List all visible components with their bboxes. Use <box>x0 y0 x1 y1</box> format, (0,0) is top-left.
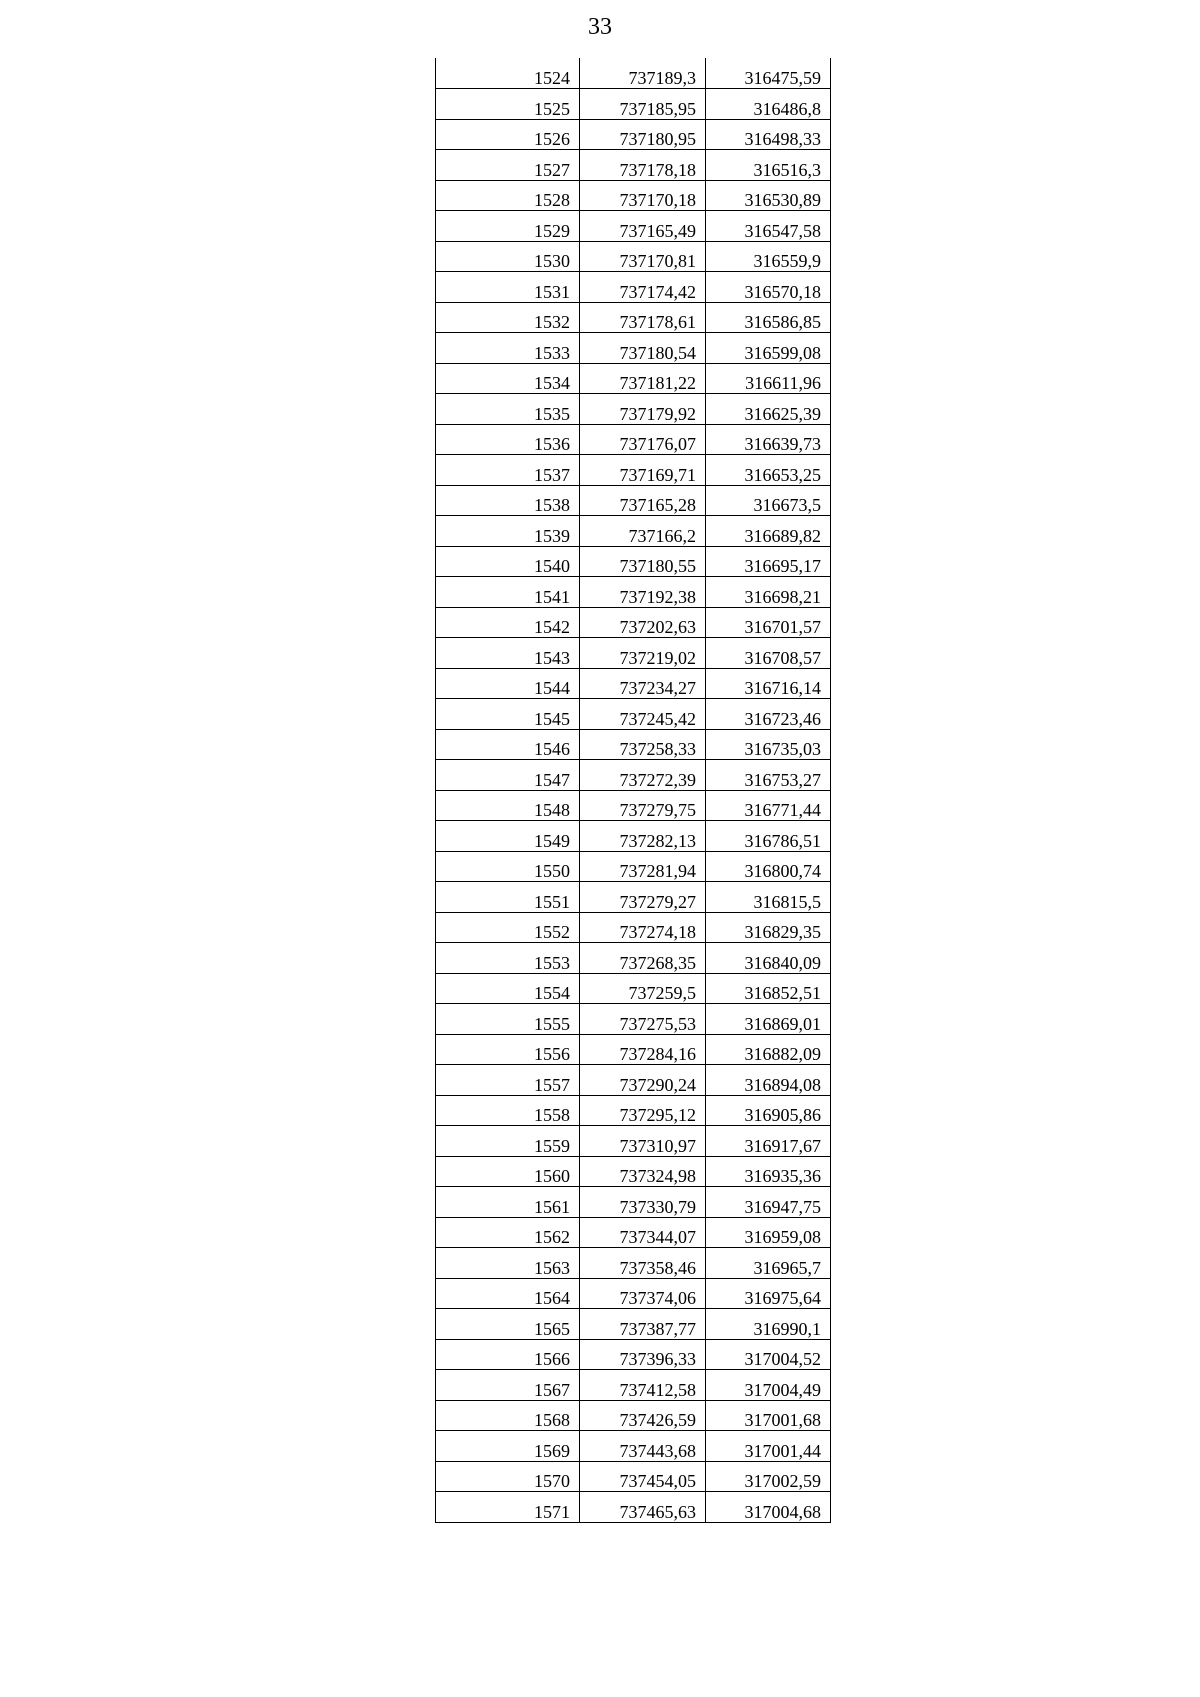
x-coordinate-cell: 737189,3 <box>580 58 706 89</box>
y-coordinate-cell: 316586,85 <box>706 302 831 333</box>
x-coordinate-cell: 737282,13 <box>580 821 706 852</box>
y-coordinate-cell: 316786,51 <box>706 821 831 852</box>
y-coordinate-cell: 316771,44 <box>706 790 831 821</box>
table-row <box>436 150 831 181</box>
x-coordinate-cell: 737178,18 <box>580 150 706 181</box>
point-number-cell: 1563 <box>436 1248 580 1279</box>
point-number-cell: 1560 <box>436 1156 580 1187</box>
point-number-cell: 1551 <box>436 882 580 913</box>
y-coordinate-cell: 317001,68 <box>706 1400 831 1431</box>
x-coordinate-cell: 737272,39 <box>580 760 706 791</box>
y-coordinate-cell: 316701,57 <box>706 607 831 638</box>
table-row <box>436 607 831 638</box>
table-row <box>436 1217 831 1248</box>
point-number-cell: 1525 <box>436 89 580 120</box>
y-coordinate-cell: 316917,67 <box>706 1126 831 1157</box>
y-coordinate-cell: 316959,08 <box>706 1217 831 1248</box>
x-coordinate-cell: 737185,95 <box>580 89 706 120</box>
x-coordinate-cell: 737219,02 <box>580 638 706 669</box>
table-row <box>436 119 831 150</box>
point-number-cell: 1531 <box>436 272 580 303</box>
table-row <box>436 1248 831 1279</box>
table-row <box>436 790 831 821</box>
point-number-cell: 1545 <box>436 699 580 730</box>
table-row <box>436 1034 831 1065</box>
point-number-cell: 1544 <box>436 668 580 699</box>
x-coordinate-cell: 737179,92 <box>580 394 706 425</box>
point-number-cell: 1569 <box>436 1431 580 1462</box>
page-number: 33 <box>588 14 612 40</box>
y-coordinate-cell: 316611,96 <box>706 363 831 394</box>
y-coordinate-cell: 316475,59 <box>706 58 831 89</box>
x-coordinate-cell: 737234,27 <box>580 668 706 699</box>
table-row <box>436 821 831 852</box>
x-coordinate-cell: 737465,63 <box>580 1492 706 1523</box>
x-coordinate-cell: 737259,5 <box>580 973 706 1004</box>
y-coordinate-cell: 317004,52 <box>706 1339 831 1370</box>
y-coordinate-cell: 316935,36 <box>706 1156 831 1187</box>
x-coordinate-cell: 737396,33 <box>580 1339 706 1370</box>
x-coordinate-cell: 737454,05 <box>580 1461 706 1492</box>
point-number-cell: 1547 <box>436 760 580 791</box>
y-coordinate-cell: 316800,74 <box>706 851 831 882</box>
table-row <box>436 89 831 120</box>
table-row <box>436 1370 831 1401</box>
x-coordinate-cell: 737324,98 <box>580 1156 706 1187</box>
x-coordinate-cell: 737275,53 <box>580 1004 706 1035</box>
x-coordinate-cell: 737358,46 <box>580 1248 706 1279</box>
point-number-cell: 1534 <box>436 363 580 394</box>
table-row <box>436 851 831 882</box>
table-row <box>436 1095 831 1126</box>
point-number-cell: 1524 <box>436 58 580 89</box>
table-row <box>436 394 831 425</box>
y-coordinate-cell: 316547,58 <box>706 211 831 242</box>
y-coordinate-cell: 317002,59 <box>706 1461 831 1492</box>
y-coordinate-cell: 316723,46 <box>706 699 831 730</box>
table-row <box>436 1431 831 1462</box>
x-coordinate-cell: 737295,12 <box>580 1095 706 1126</box>
point-number-cell: 1543 <box>436 638 580 669</box>
x-coordinate-cell: 737374,06 <box>580 1278 706 1309</box>
y-coordinate-cell: 316516,3 <box>706 150 831 181</box>
table-row <box>436 1461 831 1492</box>
y-coordinate-cell: 316716,14 <box>706 668 831 699</box>
x-coordinate-cell: 737344,07 <box>580 1217 706 1248</box>
y-coordinate-cell: 316530,89 <box>706 180 831 211</box>
y-coordinate-cell: 316840,09 <box>706 943 831 974</box>
table-row <box>436 1187 831 1218</box>
x-coordinate-cell: 737202,63 <box>580 607 706 638</box>
y-coordinate-cell: 316698,21 <box>706 577 831 608</box>
table-row <box>436 516 831 547</box>
x-coordinate-cell: 737310,97 <box>580 1126 706 1157</box>
coordinates-table-body <box>436 58 831 1522</box>
x-coordinate-cell: 737279,75 <box>580 790 706 821</box>
point-number-cell: 1562 <box>436 1217 580 1248</box>
y-coordinate-cell: 317001,44 <box>706 1431 831 1462</box>
y-coordinate-cell: 316599,08 <box>706 333 831 364</box>
x-coordinate-cell: 737281,94 <box>580 851 706 882</box>
y-coordinate-cell: 316905,86 <box>706 1095 831 1126</box>
table-row <box>436 1492 831 1523</box>
x-coordinate-cell: 737174,42 <box>580 272 706 303</box>
point-number-cell: 1561 <box>436 1187 580 1218</box>
point-number-cell: 1535 <box>436 394 580 425</box>
point-number-cell: 1570 <box>436 1461 580 1492</box>
point-number-cell: 1546 <box>436 729 580 760</box>
y-coordinate-cell: 316735,03 <box>706 729 831 760</box>
y-coordinate-cell: 316559,9 <box>706 241 831 272</box>
table-row <box>436 1065 831 1096</box>
point-number-cell: 1564 <box>436 1278 580 1309</box>
y-coordinate-cell: 317004,68 <box>706 1492 831 1523</box>
x-coordinate-cell: 737426,59 <box>580 1400 706 1431</box>
table-row <box>436 912 831 943</box>
x-coordinate-cell: 737387,77 <box>580 1309 706 1340</box>
x-coordinate-cell: 737169,71 <box>580 455 706 486</box>
table-row <box>436 668 831 699</box>
point-number-cell: 1558 <box>436 1095 580 1126</box>
x-coordinate-cell: 737290,24 <box>580 1065 706 1096</box>
y-coordinate-cell: 316947,75 <box>706 1187 831 1218</box>
y-coordinate-cell: 316869,01 <box>706 1004 831 1035</box>
x-coordinate-cell: 737284,16 <box>580 1034 706 1065</box>
point-number-cell: 1536 <box>436 424 580 455</box>
table-row <box>436 760 831 791</box>
point-number-cell: 1571 <box>436 1492 580 1523</box>
y-coordinate-cell: 316708,57 <box>706 638 831 669</box>
point-number-cell: 1540 <box>436 546 580 577</box>
x-coordinate-cell: 737330,79 <box>580 1187 706 1218</box>
point-number-cell: 1539 <box>436 516 580 547</box>
table-row <box>436 943 831 974</box>
point-number-cell: 1554 <box>436 973 580 1004</box>
x-coordinate-cell: 737170,81 <box>580 241 706 272</box>
table-row <box>436 424 831 455</box>
point-number-cell: 1552 <box>436 912 580 943</box>
table-row <box>436 1004 831 1035</box>
x-coordinate-cell: 737180,54 <box>580 333 706 364</box>
point-number-cell: 1533 <box>436 333 580 364</box>
coordinates-table <box>435 58 831 1523</box>
point-number-cell: 1529 <box>436 211 580 242</box>
point-number-cell: 1568 <box>436 1400 580 1431</box>
y-coordinate-cell: 316990,1 <box>706 1309 831 1340</box>
y-coordinate-cell: 316625,39 <box>706 394 831 425</box>
y-coordinate-cell: 316486,8 <box>706 89 831 120</box>
table-row <box>436 577 831 608</box>
table-row <box>436 211 831 242</box>
point-number-cell: 1549 <box>436 821 580 852</box>
table-row <box>436 729 831 760</box>
x-coordinate-cell: 737165,49 <box>580 211 706 242</box>
x-coordinate-cell: 737192,38 <box>580 577 706 608</box>
table-row <box>436 1278 831 1309</box>
y-coordinate-cell: 316498,33 <box>706 119 831 150</box>
table-row <box>436 455 831 486</box>
table-row <box>436 1156 831 1187</box>
table-row <box>436 333 831 364</box>
point-number-cell: 1557 <box>436 1065 580 1096</box>
table-row <box>436 363 831 394</box>
x-coordinate-cell: 737181,22 <box>580 363 706 394</box>
point-number-cell: 1528 <box>436 180 580 211</box>
y-coordinate-cell: 316829,35 <box>706 912 831 943</box>
table-row <box>436 485 831 516</box>
point-number-cell: 1541 <box>436 577 580 608</box>
y-coordinate-cell: 316965,7 <box>706 1248 831 1279</box>
table-row <box>436 882 831 913</box>
table-row <box>436 638 831 669</box>
point-number-cell: 1538 <box>436 485 580 516</box>
point-number-cell: 1553 <box>436 943 580 974</box>
y-coordinate-cell: 316894,08 <box>706 1065 831 1096</box>
y-coordinate-cell: 316653,25 <box>706 455 831 486</box>
table-row <box>436 302 831 333</box>
x-coordinate-cell: 737443,68 <box>580 1431 706 1462</box>
point-number-cell: 1550 <box>436 851 580 882</box>
point-number-cell: 1532 <box>436 302 580 333</box>
x-coordinate-cell: 737166,2 <box>580 516 706 547</box>
y-coordinate-cell: 316753,27 <box>706 760 831 791</box>
point-number-cell: 1555 <box>436 1004 580 1035</box>
point-number-cell: 1556 <box>436 1034 580 1065</box>
point-number-cell: 1527 <box>436 150 580 181</box>
x-coordinate-cell: 737176,07 <box>580 424 706 455</box>
table-row <box>436 180 831 211</box>
x-coordinate-cell: 737245,42 <box>580 699 706 730</box>
x-coordinate-cell: 737180,95 <box>580 119 706 150</box>
point-number-cell: 1548 <box>436 790 580 821</box>
table-row <box>436 241 831 272</box>
point-number-cell: 1542 <box>436 607 580 638</box>
x-coordinate-cell: 737258,33 <box>580 729 706 760</box>
table-row <box>436 699 831 730</box>
y-coordinate-cell: 316689,82 <box>706 516 831 547</box>
point-number-cell: 1526 <box>436 119 580 150</box>
y-coordinate-cell: 316673,5 <box>706 485 831 516</box>
x-coordinate-cell: 737412,58 <box>580 1370 706 1401</box>
y-coordinate-cell: 316882,09 <box>706 1034 831 1065</box>
y-coordinate-cell: 316570,18 <box>706 272 831 303</box>
y-coordinate-cell: 317004,49 <box>706 1370 831 1401</box>
y-coordinate-cell: 316975,64 <box>706 1278 831 1309</box>
point-number-cell: 1567 <box>436 1370 580 1401</box>
x-coordinate-cell: 737170,18 <box>580 180 706 211</box>
table-row <box>436 1400 831 1431</box>
y-coordinate-cell: 316852,51 <box>706 973 831 1004</box>
point-number-cell: 1559 <box>436 1126 580 1157</box>
x-coordinate-cell: 737268,35 <box>580 943 706 974</box>
y-coordinate-cell: 316639,73 <box>706 424 831 455</box>
x-coordinate-cell: 737180,55 <box>580 546 706 577</box>
point-number-cell: 1566 <box>436 1339 580 1370</box>
point-number-cell: 1565 <box>436 1309 580 1340</box>
y-coordinate-cell: 316695,17 <box>706 546 831 577</box>
point-number-cell: 1537 <box>436 455 580 486</box>
point-number-cell: 1530 <box>436 241 580 272</box>
x-coordinate-cell: 737165,28 <box>580 485 706 516</box>
x-coordinate-cell: 737274,18 <box>580 912 706 943</box>
table-row <box>436 272 831 303</box>
table-row <box>436 1126 831 1157</box>
table-row <box>436 546 831 577</box>
x-coordinate-cell: 737279,27 <box>580 882 706 913</box>
table-row <box>436 973 831 1004</box>
table-row <box>436 1309 831 1340</box>
table-row <box>436 58 831 89</box>
y-coordinate-cell: 316815,5 <box>706 882 831 913</box>
x-coordinate-cell: 737178,61 <box>580 302 706 333</box>
table-row <box>436 1339 831 1370</box>
